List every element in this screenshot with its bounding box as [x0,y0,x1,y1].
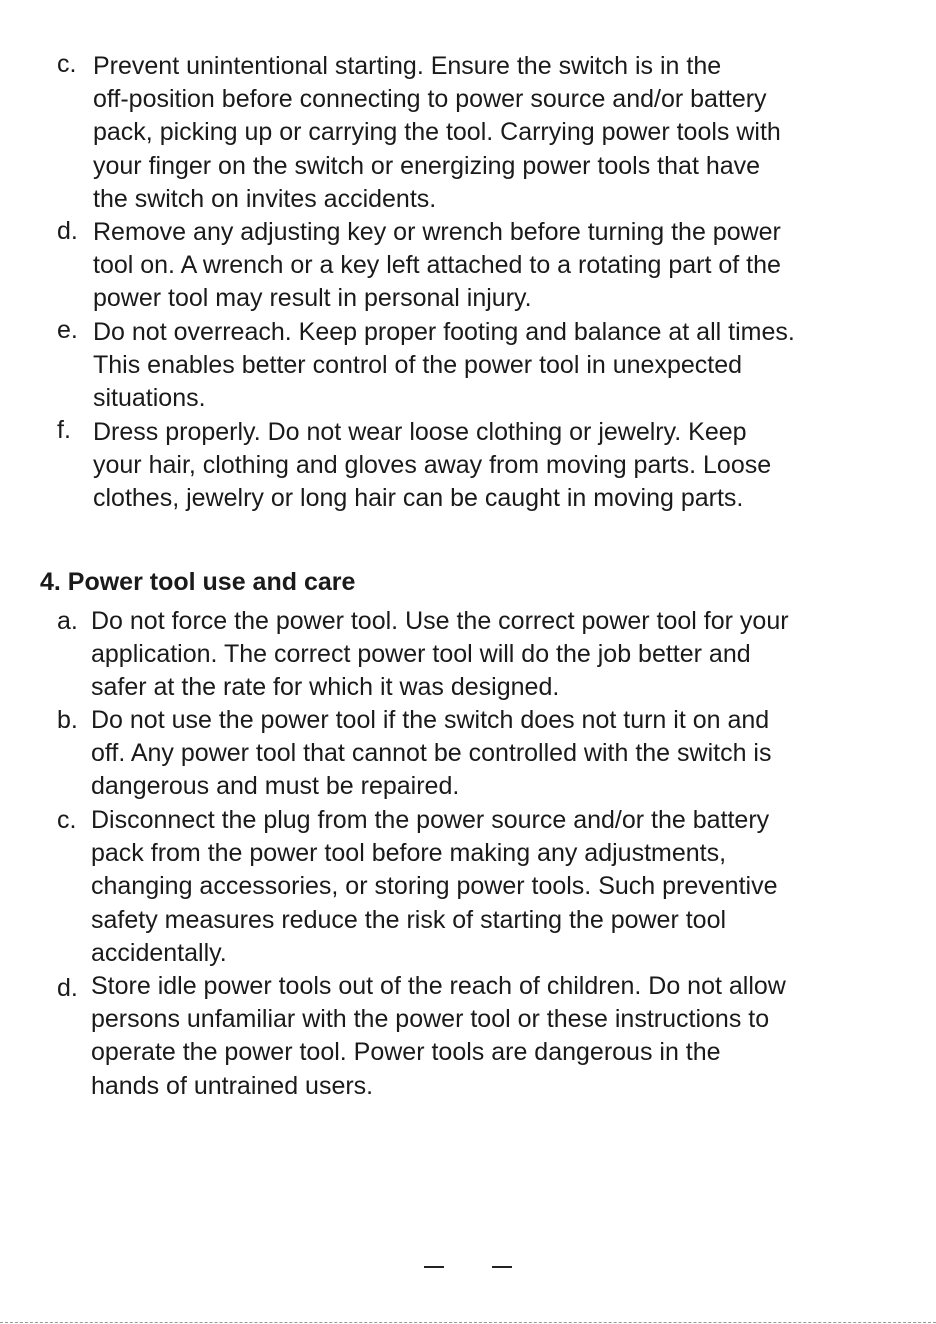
list-marker: f. [57,416,71,444]
list-marker: c. [57,50,77,78]
footer-dash-left [424,1266,444,1268]
list-item-text: Disconnect the plug from the power source and/or the battery pack from the power tool before making any adjustments, changing accessories, or storing power tools. Such preventive safety measures reduce the risk of starting the power tool accidentally. [91,806,778,967]
list-item-text: Do not force the power tool. Use the correct power tool for your application. The correct power tool will do the job better and safer at the rate for which it was designed. [91,607,789,702]
section-heading: 4. Power tool use and care [40,568,356,596]
list-item-text: Remove any adjusting key or wrench before turning the power tool on. A wrench or a key left attached to a rotating part of the power tool may result in personal injury. [93,218,781,313]
list-item-text: Prevent unintentional starting. Ensure the switch is in the off-position before connecting to power source and/or battery pack, picking up or carrying the tool. Carrying power tools with your finger on the switch or energizing power tools that have the switch on invites accidents. [93,52,781,213]
footer-dash-right [492,1266,512,1268]
list-marker: a. [57,607,78,635]
page-footer [0,1256,936,1276]
list-marker: b. [57,706,78,734]
list-item-text: Dress properly. Do not wear loose clothing or jewelry. Keep your hair, clothing and gloves away from moving parts. Loose clothes, jewelry or long hair can be caught in moving parts. [93,418,772,513]
list-marker: e. [57,316,78,344]
list-marker: d. [57,217,78,245]
list-marker: d. [57,974,78,1002]
list-item-text: Store idle power tools out of the reach of children. Do not allow persons unfamiliar with the power tool or these instructions to operate the power tool. Power tools are dangerous in the hands of untrained users. [91,972,786,1100]
list-marker: c. [57,806,77,834]
list-item-text: Do not use the power tool if the switch does not turn it on and off. Any power tool that cannot be controlled with the switch is dangerous and must be repaired. [91,706,772,801]
list-item-text: Do not overreach. Keep proper footing and balance at all times. This enables better control of the power tool in unexpected situations. [93,318,795,413]
bottom-edge-line [0,1322,936,1323]
